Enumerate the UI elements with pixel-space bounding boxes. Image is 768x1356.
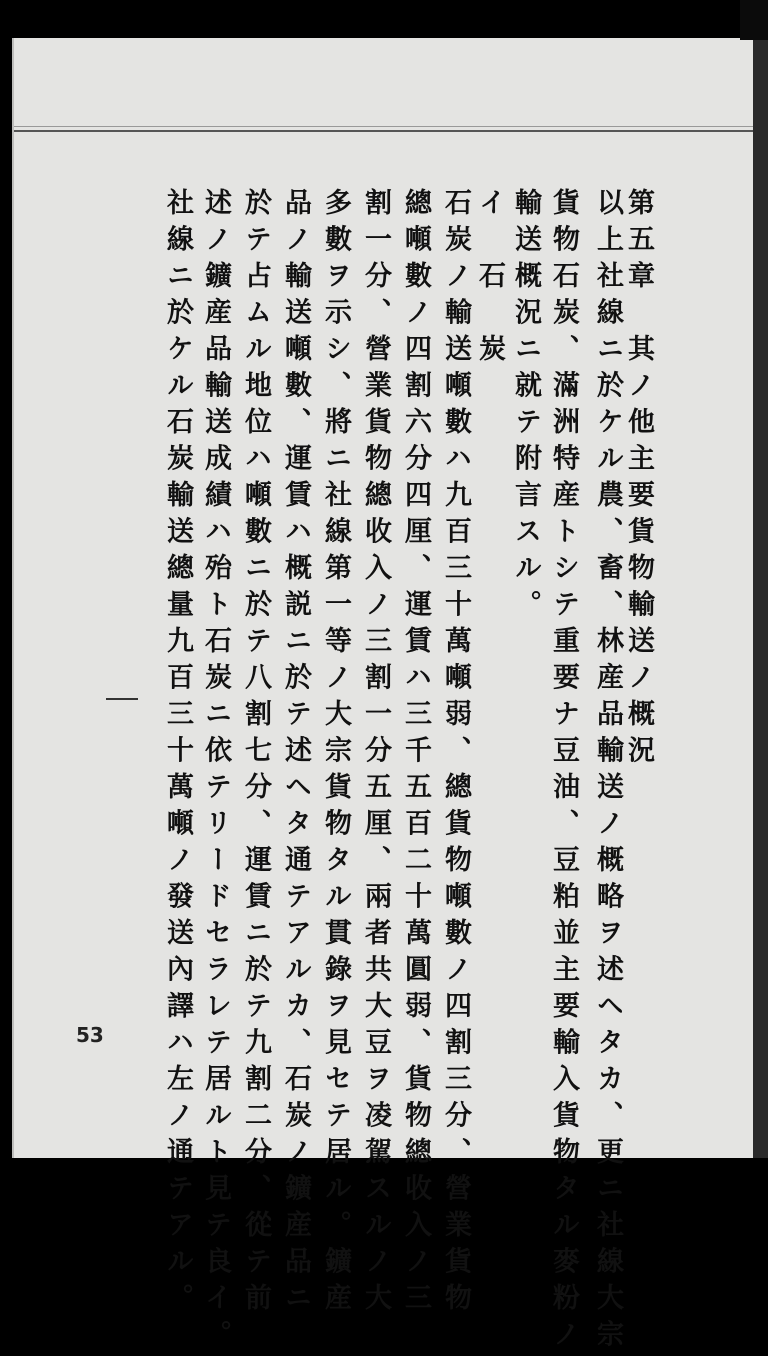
paragraph-2-line-1: 石炭ノ輸送噸數ハ九百三十萬噸弱、總貨物噸數ノ四割三分、營業貨物 bbox=[440, 188, 471, 1320]
page-number: 53 bbox=[76, 1023, 104, 1047]
right-page-edge bbox=[753, 38, 768, 1158]
paragraph-1-line-3: 輸送概況ニ就テ附言スル。 bbox=[510, 188, 541, 626]
section-heading: イ 石 炭 bbox=[474, 188, 505, 371]
chapter-title: 第五章 其ノ他主要貨物輸送ノ概況 bbox=[623, 188, 654, 772]
paragraph-2-line-4: 多數ヲ示シ、將ニ社線第一等ノ大宗貨物タル貫錄ヲ見セテ居ル。鑛産 bbox=[320, 188, 351, 1320]
paragraph-2-line-6: 於テ占ムル地位ハ噸數ニ於テ八割七分、運賃ニ於テ九割二分、從テ前 bbox=[240, 188, 271, 1320]
paragraph-2-line-8: 社線ニ於ケル石炭輸送總量九百三十萬噸ノ發送內譯ハ左ノ通テアル。 bbox=[162, 188, 193, 1320]
paragraph-1-line-1: 以上社線ニ於ケル農、畜、林産品輸送ノ概略ヲ述ヘタカ、更ニ社線大宗 bbox=[592, 188, 623, 1356]
header-rule bbox=[14, 130, 755, 132]
paragraph-2-line-3: 割一分、營業貨物總收入ノ三割一分五厘、兩者共大豆ヲ凌駕スルノ大 bbox=[360, 188, 391, 1320]
margin-mark bbox=[106, 698, 138, 700]
corner-shadow bbox=[740, 0, 768, 40]
paragraph-2-line-5: 品ノ輸送噸數、運賃ハ概説ニ於テ述ヘタ通テアルカ、石炭ノ鑛産品ニ bbox=[280, 188, 311, 1320]
paragraph-2-line-7: 述ノ鑛産品輸送成績ハ殆ト石炭ニ依テリードセラレテ居ルト見テ良イ。 bbox=[200, 188, 231, 1356]
scanned-page bbox=[12, 38, 755, 1356]
paragraph-1-line-2: 貨物石炭、滿洲特産トシテ重要ナ豆油、豆粕並主要輸入貨物タル麥粉ノ bbox=[548, 188, 579, 1356]
header-rule-thin bbox=[14, 126, 755, 127]
paragraph-2-line-2: 總噸數ノ四割六分四厘、運賃ハ三千五百二十萬圓弱、貨物總收入ノ三 bbox=[400, 188, 431, 1320]
